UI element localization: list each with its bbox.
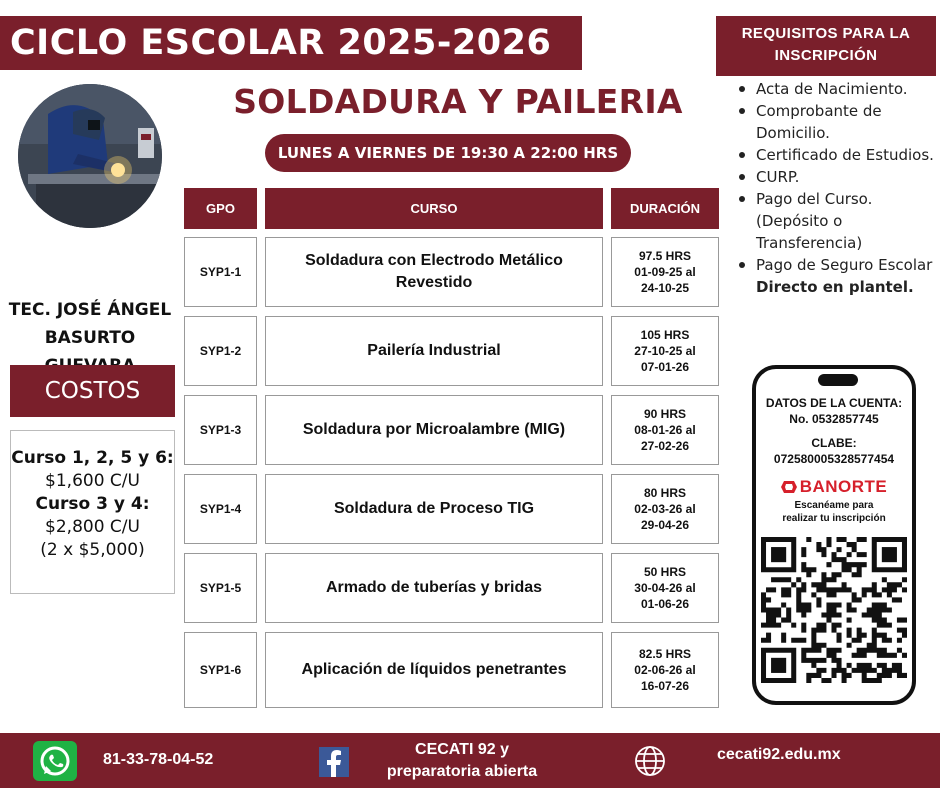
row-4-gpo: SYP1-4 xyxy=(184,474,257,544)
globe-icon xyxy=(634,745,666,777)
payment-qr-code[interactable] xyxy=(761,537,907,683)
row-5-duracion xyxy=(611,553,719,623)
cost-group-2-price: $2,800 C/U xyxy=(45,517,140,537)
clabe-label: CLABE: xyxy=(811,436,857,450)
whatsapp-icon[interactable] xyxy=(33,741,77,781)
row-1-to: 24-10-25 xyxy=(640,281,690,295)
row-1-hours: 97.5 HRS xyxy=(638,249,691,263)
row-2-hours: 105 HRS xyxy=(640,328,690,342)
row-1-from: 01-09-25 al xyxy=(634,265,696,279)
column-header-duracion: DURACIÓN xyxy=(611,188,719,229)
row-1-duracion xyxy=(611,237,719,307)
row-6-to: 16-07-26 xyxy=(640,679,690,693)
row-6-hours: 82.5 HRS xyxy=(638,647,691,661)
account-info xyxy=(756,395,912,427)
costs-heading: COSTOS xyxy=(10,365,175,417)
row-3-curso: Soldadura por Microalambre (MIG) xyxy=(265,395,603,465)
column-header-curso: CURSO xyxy=(265,188,603,229)
cost-group-2-label: Curso 3 y 4: xyxy=(35,494,150,514)
scan-line-2: realizar tu inscripción xyxy=(782,513,886,524)
row-4-to: 29-04-26 xyxy=(640,518,690,532)
row-3-from: 08-01-26 al xyxy=(634,423,696,437)
welder-photo xyxy=(18,84,162,228)
row-3-duracion xyxy=(611,395,719,465)
website-link[interactable]: cecati92.edu.mx xyxy=(717,746,841,763)
row-5-curso: Armado de tuberías y bridas xyxy=(265,553,603,623)
phone-notch xyxy=(818,374,858,386)
row-4-hours: 80 HRS xyxy=(643,486,686,500)
page-title: CICLO ESCOLAR 2025-2026 xyxy=(0,16,582,70)
row-1-gpo: SYP1-1 xyxy=(184,237,257,307)
phone-number[interactable]: 81-33-78-04-52 xyxy=(103,751,214,768)
cost-group-1-price: $1,600 C/U xyxy=(45,471,140,491)
row-5-gpo: SYP1-5 xyxy=(184,553,257,623)
banorte-logo-icon xyxy=(781,481,797,493)
payment-phone-card xyxy=(752,365,916,705)
row-2-to: 07-01-26 xyxy=(640,360,690,374)
list-item: Certificado de Estudios. xyxy=(738,144,936,166)
schedule-badge: LUNES A VIERNES DE 19:30 A 22:00 HRS xyxy=(265,134,631,172)
bank-name: BANORTE xyxy=(799,477,888,496)
account-label: DATOS DE LA CUENTA: xyxy=(765,396,903,410)
footer-bar xyxy=(0,733,940,788)
facebook-icon[interactable] xyxy=(319,747,349,777)
requirement-insurance-emphasis: Directo en plantel. xyxy=(756,278,914,296)
clabe-number: 072580005328577454 xyxy=(773,452,895,466)
row-4-curso: Soldadura de Proceso TIG xyxy=(265,474,603,544)
costs-box xyxy=(10,430,175,594)
row-3-gpo: SYP1-3 xyxy=(184,395,257,465)
list-item xyxy=(738,254,936,298)
facebook-page-name[interactable] xyxy=(372,739,552,783)
facebook-page-line1: CECATI 92 y xyxy=(415,741,509,758)
row-2-curso: Pailería Industrial xyxy=(265,316,603,386)
row-6-from: 02-06-26 al xyxy=(634,663,696,677)
list-item: Comprobante de Domicilio. xyxy=(738,100,936,144)
scan-instructions xyxy=(756,499,912,525)
list-item: CURP. xyxy=(738,166,936,188)
requirements-heading-line2: INSCRIPCIÓN xyxy=(774,47,878,64)
row-6-duracion xyxy=(611,632,719,708)
row-1-curso: Soldadura con Electrodo Metálico Revestido xyxy=(265,237,603,307)
row-5-from: 30-04-26 al xyxy=(634,581,696,595)
row-6-curso: Aplicación de líquidos penetrantes xyxy=(265,632,603,708)
row-3-hours: 90 HRS xyxy=(643,407,686,421)
account-number: No. 0532857745 xyxy=(789,412,879,426)
row-5-to: 01-06-26 xyxy=(640,597,690,611)
teacher-name-line2: BASURTO xyxy=(44,328,136,348)
scan-line-1: Escanéame para xyxy=(794,500,874,511)
course-title: SOLDADURA Y PAILERIA xyxy=(233,82,683,121)
bank-logo xyxy=(756,477,912,497)
requirements-heading xyxy=(716,16,936,76)
column-header-gpo: GPO xyxy=(184,188,257,229)
row-2-duracion xyxy=(611,316,719,386)
row-4-from: 02-03-26 al xyxy=(634,502,696,516)
row-3-to: 27-02-26 xyxy=(640,439,690,453)
row-2-gpo: SYP1-2 xyxy=(184,316,257,386)
list-item: Pago del Curso. (Depósito o Transferencia) xyxy=(738,188,936,254)
requirement-insurance-text: Pago de Seguro Escolar xyxy=(756,256,933,274)
teacher-name-line1: TEC. JOSÉ ÁNGEL xyxy=(8,300,172,320)
cost-group-1-label: Curso 1, 2, 5 y 6: xyxy=(11,448,174,468)
facebook-page-line2: preparatoria abierta xyxy=(386,763,538,780)
row-4-duracion xyxy=(611,474,719,544)
row-2-from: 27-10-25 al xyxy=(634,344,696,358)
clabe-info xyxy=(756,435,912,467)
row-5-hours: 50 HRS xyxy=(643,565,686,579)
list-item: Acta de Nacimiento. xyxy=(738,78,936,100)
requirements-list xyxy=(738,78,936,298)
requirements-heading-line1: REQUISITOS PARA LA xyxy=(741,25,911,42)
row-6-gpo: SYP1-6 xyxy=(184,632,257,708)
cost-group-2-note: (2 x $5,000) xyxy=(40,540,145,560)
